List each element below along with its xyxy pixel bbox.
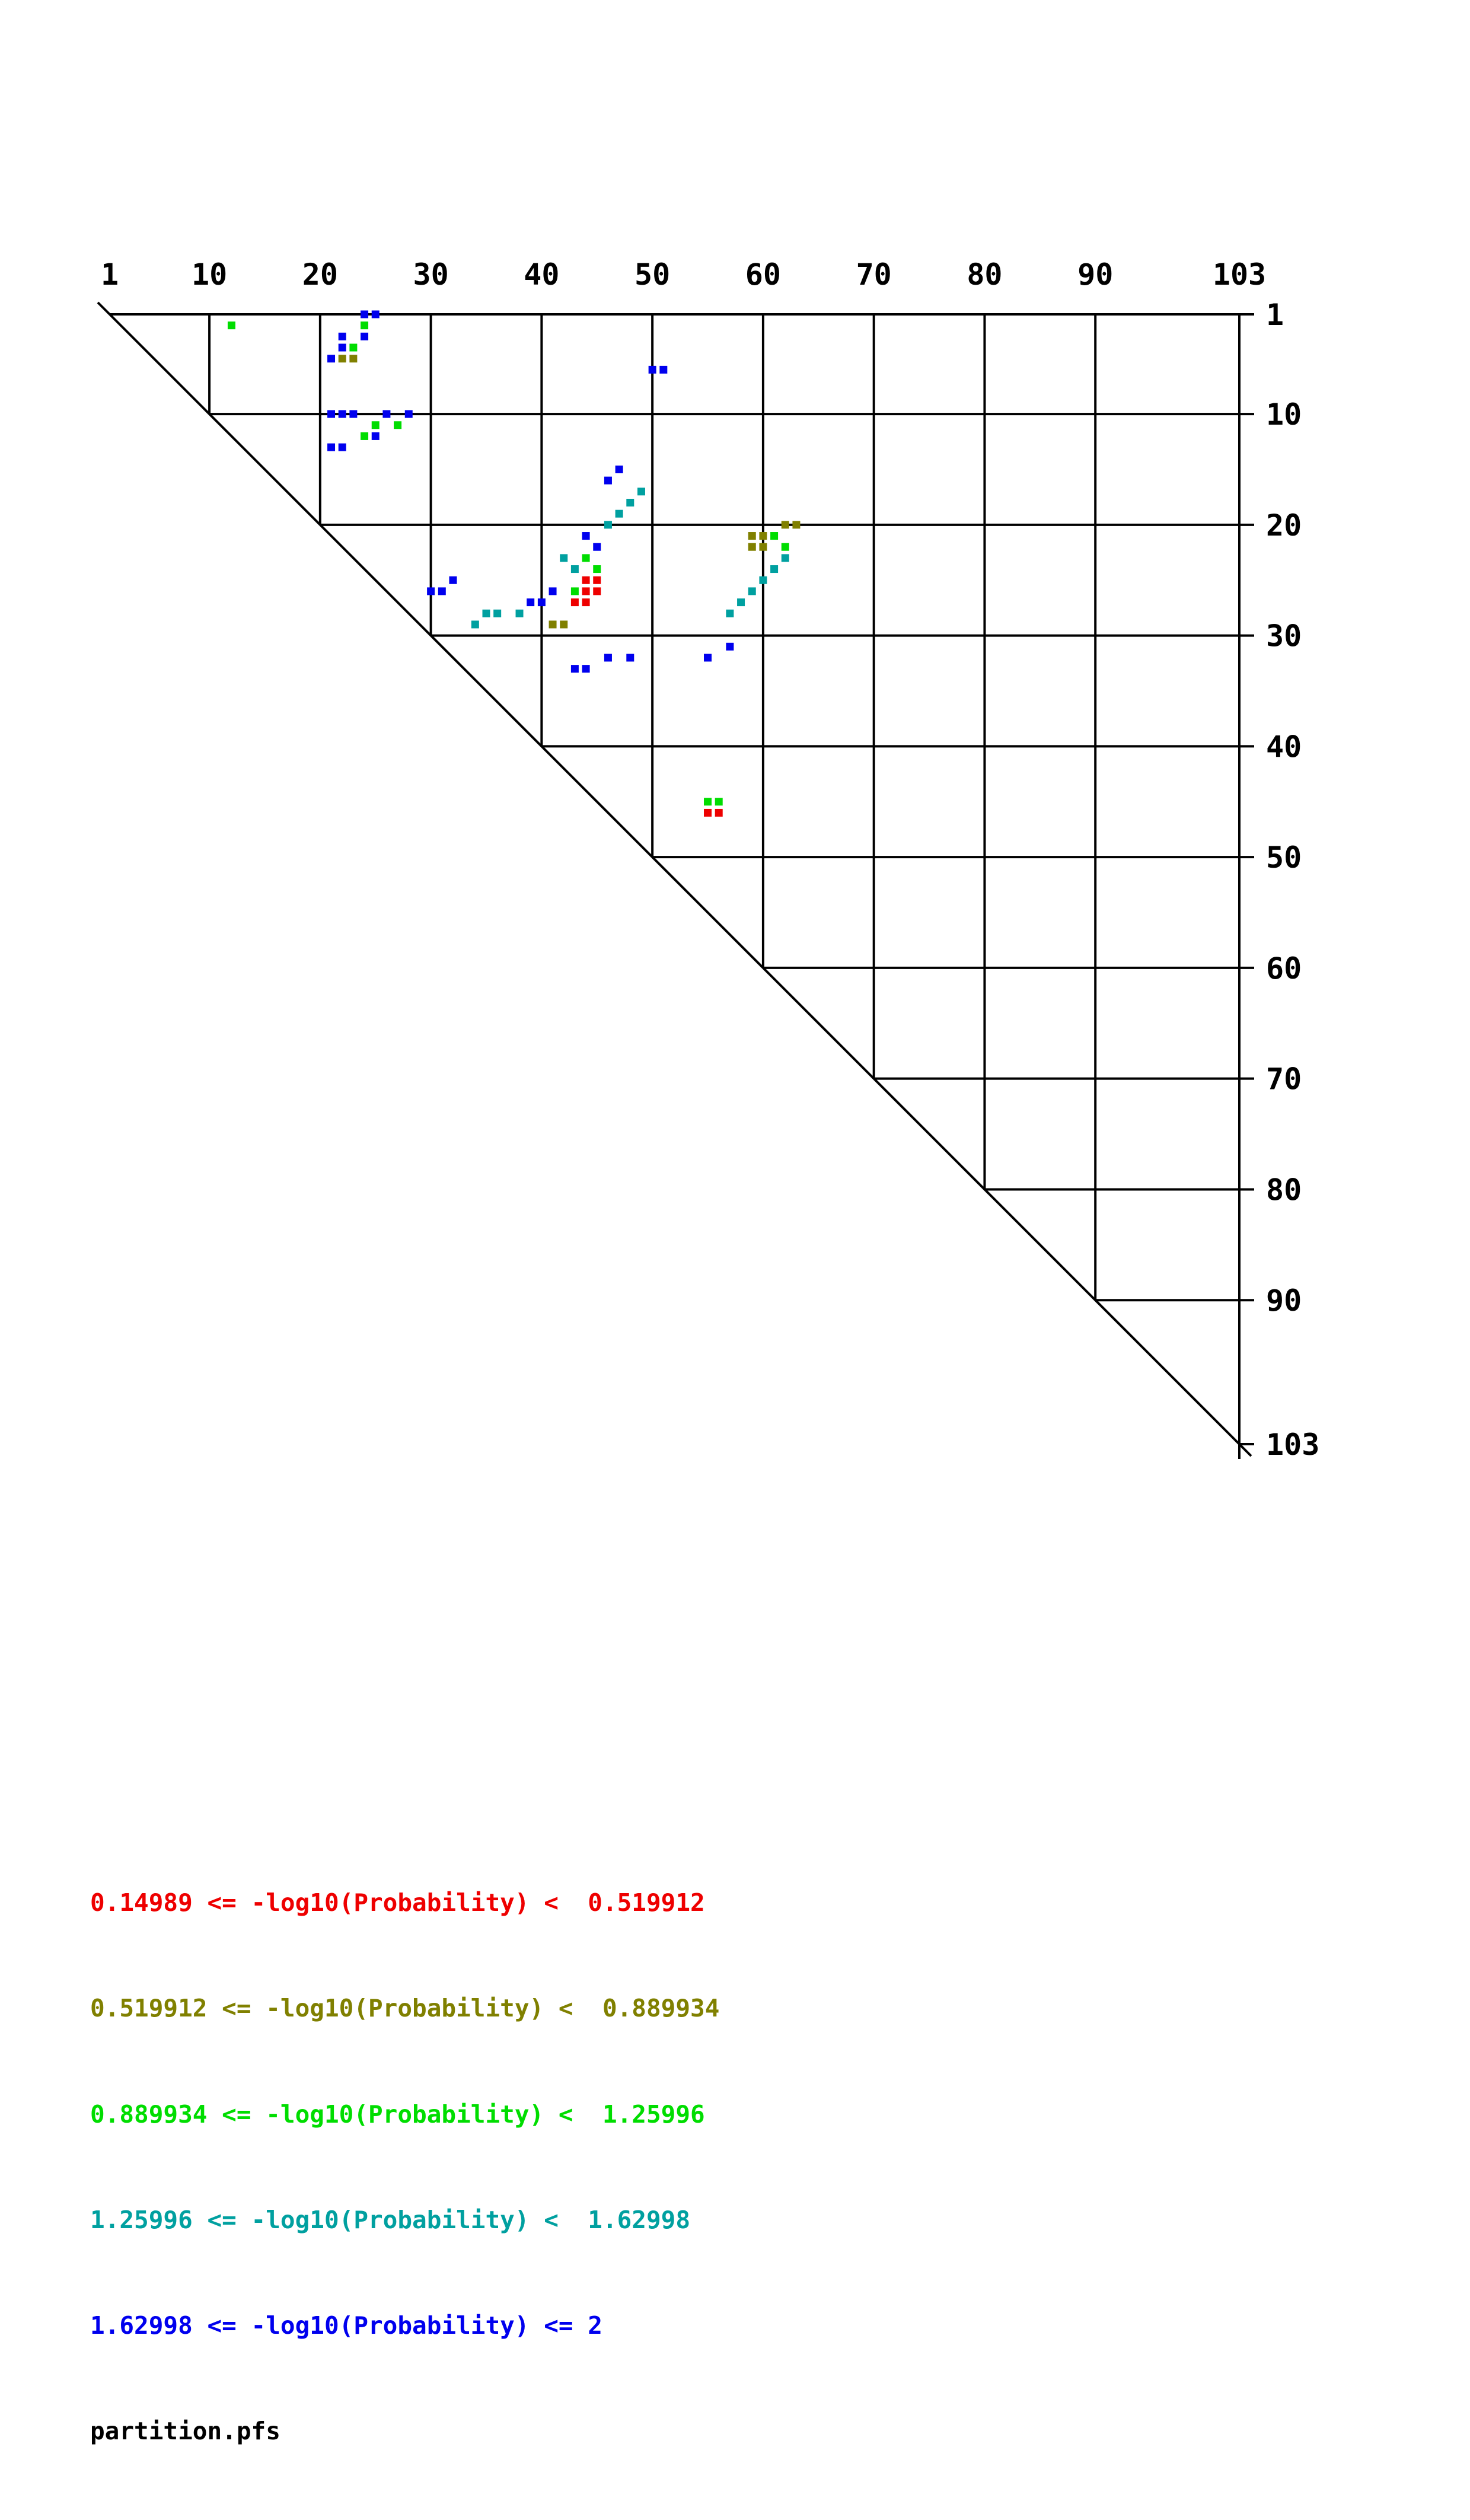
data-point [616,466,623,473]
data-point [770,565,778,573]
data-point [593,565,601,573]
data-point [349,344,357,352]
data-point [349,410,357,418]
data-point [361,333,368,340]
data-point [327,410,335,418]
data-point [372,421,380,429]
x-tick-label: 60 [745,257,782,292]
y-tick-label: 60 [1266,951,1302,986]
data-point [604,477,612,485]
data-point [659,366,667,374]
data-point [582,554,590,562]
data-point [593,587,601,595]
data-point [792,521,800,528]
data-point [327,355,335,362]
data-point [339,410,346,418]
data-point [560,620,567,628]
data-point [361,311,368,318]
legend-item-1: 0.519912 <= -log10(Probability) < 0.889934 [90,1994,720,2023]
data-point [438,587,446,595]
data-point [527,598,534,606]
series-2 [228,321,789,805]
filename-label: partition.pfs [90,2417,280,2446]
data-point [361,321,368,329]
y-tick-label: 50 [1266,840,1302,875]
data-point [604,521,612,528]
data-point [582,576,590,584]
data-point [715,809,723,817]
x-tick-label: 90 [1077,257,1114,292]
y-tick-label: 30 [1266,619,1302,654]
data-point [449,576,457,584]
y-tick-label: 90 [1266,1283,1302,1318]
data-point [405,410,413,418]
data-point [616,510,623,518]
data-point [228,321,235,329]
legend [90,1815,719,2520]
data-point [339,333,346,340]
data-point [571,565,579,573]
data-point [759,576,767,584]
data-point [704,809,712,817]
data-point [782,543,789,551]
series-4 [327,311,734,673]
y-tick-label: 10 [1266,397,1302,432]
data-point [626,499,634,506]
data-point [737,598,745,606]
data-point [626,654,634,661]
series-3 [471,488,789,628]
data-point [704,798,712,805]
x-tick-label: 103 [1212,257,1267,292]
data-point [782,521,789,528]
data-point [748,532,756,540]
x-tick-label: 40 [524,257,560,292]
x-tick-label: 30 [413,257,449,292]
legend-item-4: 1.62998 <= -log10(Probability) <= 2 [90,2311,602,2340]
x-tick-label: 70 [856,257,892,292]
data-point [483,610,490,617]
data-point [582,532,590,540]
data-point [726,610,734,617]
data-point [704,654,712,661]
data-point [349,355,357,362]
data-point [339,444,346,451]
y-tick-label: 20 [1266,508,1302,543]
x-tick-label: 1 [100,257,119,292]
data-point [327,444,335,451]
legend-item-3: 1.25996 <= -log10(Probability) < 1.62998 [90,2205,691,2234]
data-point [593,576,601,584]
y-tick-label: 40 [1266,729,1302,764]
data-point [549,620,557,628]
data-point [516,610,524,617]
y-tick-label: 80 [1266,1173,1302,1208]
x-tick-label: 80 [967,257,1003,292]
y-tick-label: 103 [1266,1428,1320,1462]
data-point [748,543,756,551]
data-point [582,665,590,673]
data-point [637,488,645,495]
data-point [770,532,778,540]
legend-item-2: 0.889934 <= -log10(Probability) < 1.25996 [90,2100,705,2129]
y-tick-label: 1 [1266,298,1284,332]
data-point [471,620,479,628]
data-point [715,798,723,805]
data-point [372,432,380,440]
x-tick-label: 50 [634,257,671,292]
data-point [582,587,590,595]
data-point [759,532,767,540]
data-point [560,554,567,562]
data-point [593,543,601,551]
data-point [339,355,346,362]
y-tick-label: 70 [1266,1062,1302,1097]
data-point [782,554,789,562]
data-point [538,598,546,606]
data-point [339,344,346,352]
data-point [493,610,501,617]
data-point [372,311,380,318]
data-point [571,587,579,595]
data-point [748,587,756,595]
data-point [604,654,612,661]
legend-item-0: 0.14989 <= -log10(Probability) < 0.519912 [90,1888,705,1917]
data-point [382,410,390,418]
data-point [759,543,767,551]
data-point [726,643,734,651]
data-point [571,598,579,606]
data-point [549,587,557,595]
data-point [571,665,579,673]
data-point [361,432,368,440]
data-point [394,421,401,429]
data-point [649,366,656,374]
series-1 [339,355,801,628]
x-tick-label: 20 [302,257,338,292]
data-point [427,587,435,595]
data-point [582,598,590,606]
x-tick-label: 10 [191,257,228,292]
series-0 [571,576,723,817]
